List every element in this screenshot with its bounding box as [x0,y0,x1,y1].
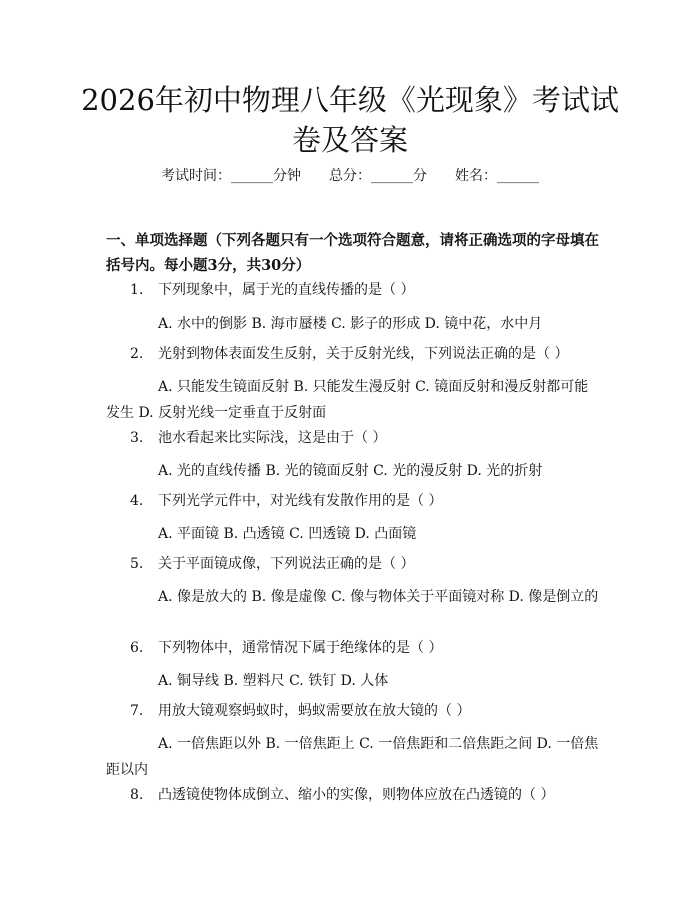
question-text: 关于平面镜成像，下列说法正确的是（ ） [158,556,415,572]
question-1-stem [130,279,600,301]
question-5-options: A. 像是放大的 B. 像是虚像 C. 像与物体关于平面镜对称 D. 像是倒立的 [158,589,599,605]
question-3-options: A. 光的直线传播 B. 光的镜面反射 C. 光的漫反射 D. 光的折射 [158,463,543,479]
question-8-stem [130,784,600,806]
question-4-options: A. 平面镜 B. 凸透镜 C. 凹透镜 D. 凸面镜 [158,526,417,542]
question-number: 5. [130,556,144,572]
question-number: 3. [130,430,144,446]
total-score-field: 总分：______分 [329,168,427,184]
question-text: 用放大镜观察蚂蚁时，蚂蚁需要放在放大镜的（ ） [158,703,471,719]
question-2-options: A. 只能发生镜面反射 B. 只能发生漫反射 C. 镜面反射和漫反射都可能发生 D. 反射光线一定垂直于反射面 [106,379,589,421]
question-6-stem [130,637,600,659]
question-text: 凸透镜使物体成倒立、缩小的实像，则物体应放在凸透镜的（ ） [158,787,555,803]
question-3-stem [130,427,600,449]
question-text: 光射到物体表面发生反射，关于反射光线，下列说法正确的是（ ） [158,346,569,362]
question-7-options: A. 一倍焦距以外 B. 一倍焦距上 C. 一倍焦距和二倍焦距之间 D. 一倍焦距以内 [106,736,599,778]
question-number: 7. [130,703,144,719]
question-text: 下列物体中，通常情况下属于绝缘体的是（ ） [158,640,443,656]
question-number: 2. [130,346,144,362]
question-6-options: A. 铜导线 B. 塑料尺 C. 铁钉 D. 人体 [158,673,389,689]
question-4-stem [130,490,600,512]
question-5-stem [130,553,600,575]
question-number: 4. [130,493,144,509]
question-number: 1. [130,282,144,298]
question-1-options: A. 水中的倒影 B. 海市蜃楼 C. 影子的形成 D. 镜中花，水中月 [158,316,543,332]
exam-time-field: 考试时间：______分钟 [161,168,301,184]
question-text: 下列现象中，属于光的直线传播的是（ ） [158,282,415,298]
document-title: 2026年初中物理八年级《光现象》考试试卷及答案 [81,83,619,157]
section-heading-single-choice: 一、单项选择题（下列各题只有一个选项符合题意，请将正确选项的字母填在括号内。每小题3分，共30分） [106,232,599,274]
question-7-stem [130,700,600,722]
question-text: 下列光学元件中，对光线有发散作用的是（ ） [158,493,443,509]
exam-info-line [0,166,700,186]
question-number: 8. [130,787,144,803]
question-text: 池水看起来比实际浅，这是由于（ ） [158,430,387,446]
question-2-stem [130,343,600,365]
student-name-field: 姓名：______ [455,168,539,184]
question-number: 6. [130,640,144,656]
